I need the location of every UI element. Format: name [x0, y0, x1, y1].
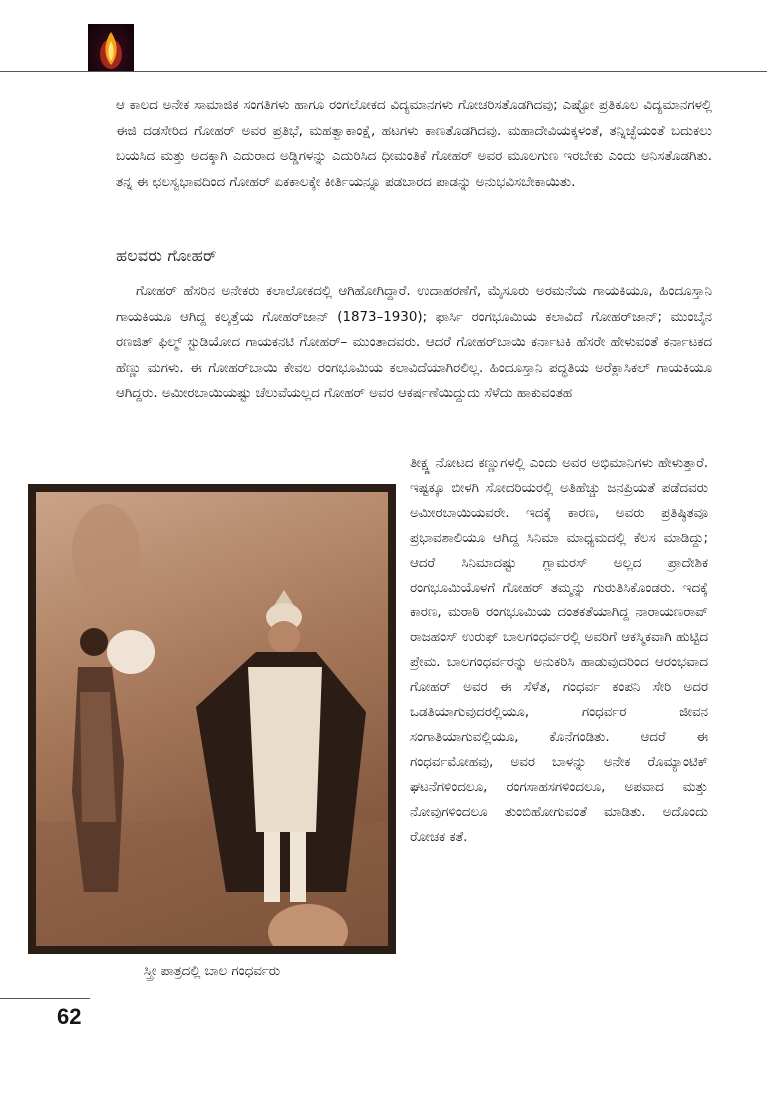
- photo-caption: ಸ್ತ್ರೀ ಪಾತ್ರದಲ್ಲಿ ಬಾಲ ಗಂಧರ್ವರು: [143, 964, 281, 979]
- section-heading: ಹಲವರು ಗೋಹರ್: [116, 246, 217, 265]
- article-paragraph-1: ಆ ಕಾಲದ ಅನೇಕ ಸಾಮಾಜಿಕ ಸಂಗತಿಗಳು ಹಾಗೂ ರಂಗಲೋಕದ ವಿದ್ಯಮಾನಗಳು ಗೋಚರಿಸತೊಡಗಿದವು; ಎಷ್ಟೋ ಪ್ರತಿಕೂಲ ವಿದ್ಯಮಾನಗಳಲ್ಲಿ ಈಜಿ ದಡಸೇರಿದ ಗೋಹರ್ ಅವರ ಪ್ರತಿಭೆ, ಮಹತ್ವಾಕಾಂಕ್ಷೆ, ಹಟಗಳು ಕಾಣತೊಡಗಿದವು. ಮಹಾದೇವಿಯಕ್ಕಳಂತೆ, ತನ್ನಿಚ್ಛೆಯಂತೆ ಬದುಕಲು ಬಯಸಿದ ಮತ್ತು ಅದಕ್ಕಾಗಿ ಎದುರಾದ ಅಡ್ಡಿಗಳನ್ನು ಎದುರಿಸಿದ ಧೀಮಂತಿಕೆ ಗೋಹರ್ ಅವರ ಮೂಲಗುಣ ಇರಬೇಕು ಎಂದು ಅನಿಸತೊಡಗಿತು. ತನ್ನ ಈ ಛಲಸ್ವಭಾವದಿಂದ ಗೋಹರ್ ಏಕಕಾಲಕ್ಕೇ ಕೀರ್ತಿಯನ್ನೂ ಪಡಬಾರದ ಪಾಡನ್ನು ಅನುಭವಿಸಬೇಕಾಯಿತು.: [116, 98, 712, 190]
- flame-icon: [88, 24, 134, 71]
- photograph: [36, 492, 388, 946]
- header-rule: [0, 71, 767, 72]
- photo-figure: [28, 484, 396, 954]
- article-paragraph-3: ತೀಕ್ಷ್ಣ ನೋಟದ ಕಣ್ಣುಗಳಲ್ಲಿ ಎಂದು ಅವರ ಅಭಿಮಾನಿಗಳು ಹೇಳುತ್ತಾರೆ. ಇಷ್ಟಕ್ಕೂ ಬೀಳಗಿ ಸೋದರಿಯರಲ್ಲಿ ಅತಿಹೆಚ್ಚು ಜನಪ್ರಿಯತೆ ಪಡೆದವರು ಅಮೀರಬಾಯಿಯವರೇ. ಇದಕ್ಕೆ ಕಾರಣ, ಅವರು ಪ್ರತಿಷ್ಠಿತವೂ ಪ್ರಭಾವಶಾಲಿಯೂ ಆಗಿದ್ದ ಸಿನಿಮಾ ಮಾಧ್ಯಮದಲ್ಲಿ ಕೆಲಸ ಮಾಡಿದ್ದು; ಆದರೆ ಸಿನಿಮಾದಷ್ಟು ಗ್ಲಾಮರಸ್ ಅಲ್ಲದ ಪ್ರಾದೇಶಿಕ ರಂಗಭೂಮಿಯೊಳಗೆ ಗೋಹರ್ ತಮ್ಮನ್ನು ಗುರುತಿಸಿಕೊಂಡರು. ಇದಕ್ಕೆ ಕಾರಣ, ಮರಾಠಿ ರಂಗಭೂಮಿಯ ದಂತಕತೆಯಾಗಿದ್ದ ನಾರಾಯಣರಾವ್ ರಾಜಹಂಸ್ ಉರುಫ್ ಬಾಲಗಂಧರ್ವರಲ್ಲಿ ಅವರಿಗೆ ಆಕಸ್ಮಿಕವಾಗಿ ಹುಟ್ಟಿದ ಪ್ರೇಮ. ಬಾಲಗಂಧರ್ವರನ್ನು ಅನುಕರಿಸಿ ಹಾಡುವುದರಿಂದ ಆರಂಭವಾದ ಗೋಹರ್ ಅವರ ಈ ಸೆಳೆತ, ಗಂಧರ್ವ ಕಂಪನಿ ಸೇರಿ ಅದರ ಒಡತಿಯಾಗುವುದರಲ್ಲಿಯೂ, ಗಂಧರ್ವರ ಜೀವನ ಸಂಗಾತಿಯಾಗುವಲ್ಲಿಯೂ, ಕೊನೆಗಂಡಿತು. ಆದರೆ ಈ ಗಂಧರ್ವಮೋಹವು, ಅವರ ಬಾಳನ್ನು ಅನೇಕ ರೊಮ್ಯಾಂಟಿಕ್ ಘಟನೆಗಳಿಂದಲೂ, ರಂಗಸಾಹಸಗಳಿಂದಲೂ, ಅಪವಾದ ಮತ್ತು ನೋವುಗಳಿಂದಲೂ ತುಂಬಿಹೋಗುವಂತೆ ಮಾಡಿತು. ಅದೊಂದು ರೋಚಕ ಕತೆ.: [410, 456, 708, 845]
- footer-rule: [0, 998, 90, 999]
- page-number: 62: [57, 1004, 82, 1029]
- article-paragraph-2: ಗೋಹರ್ ಹೆಸರಿನ ಅನೇಕರು ಕಲಾಲೋಕದಲ್ಲಿ ಆಗಿಹೋಗಿದ್ದಾರೆ. ಉದಾಹರಣೆಗೆ, ಮೈಸೂರು ಅರಮನೆಯ ಗಾಯಕಿಯೂ, ಹಿಂದೂಸ್ತಾನಿ ಗಾಯಕಿಯೂ ಆಗಿದ್ದ ಕಲ್ಕತ್ತೆಯ ಗೋಹರ್‌ಜಾನ್ (1873–1930); ಫಾರ್ಸಿ ರಂಗಭೂಮಿಯ ಕಲಾವಿದೆ ಗೋಹರ್‌ಜಾನ್; ಮುಂಬೈನ ರಣಜಿತ್ ಫಿಲ್ಮ್ ಸ್ಟುಡಿಯೋದ ಗಾಯಕನಟಿ ಗೋಹರ್– ಮುಂತಾದವರು. ಆದರೆ ಗೋಹರ್‌ಬಾಯಿ ಕರ್ನಾಟಕಿ ಹೆಸರೇ ಹೇಳುವಂತೆ ಕರ್ನಾಟಕದ ಹೆಣ್ಣು ಮಗಳು. ಈ ಗೋಹರ್‌ಬಾಯಿ ಕೇವಲ ರಂಗಭೂಮಿಯ ಕಲಾವಿದೆಯಾಗಿರಲಿಲ್ಲ. ಹಿಂದೂಸ್ತಾನಿ ಪದ್ಧತಿಯ ಅರೆಕ್ಲಾಸಿಕಲ್ ಗಾಯಕಿಯೂ ಆಗಿದ್ದರು. ಅಮೀರಬಾಯಿಯಷ್ಟು ಚೆಲುವೆಯಲ್ಲದ ಗೋಹರ್ ಅವರ ಆಕರ್ಷಣೆಯಿದ್ದುದು ಸೆಳೆದು ಹಾಕುವಂತಹ: [116, 284, 712, 401]
